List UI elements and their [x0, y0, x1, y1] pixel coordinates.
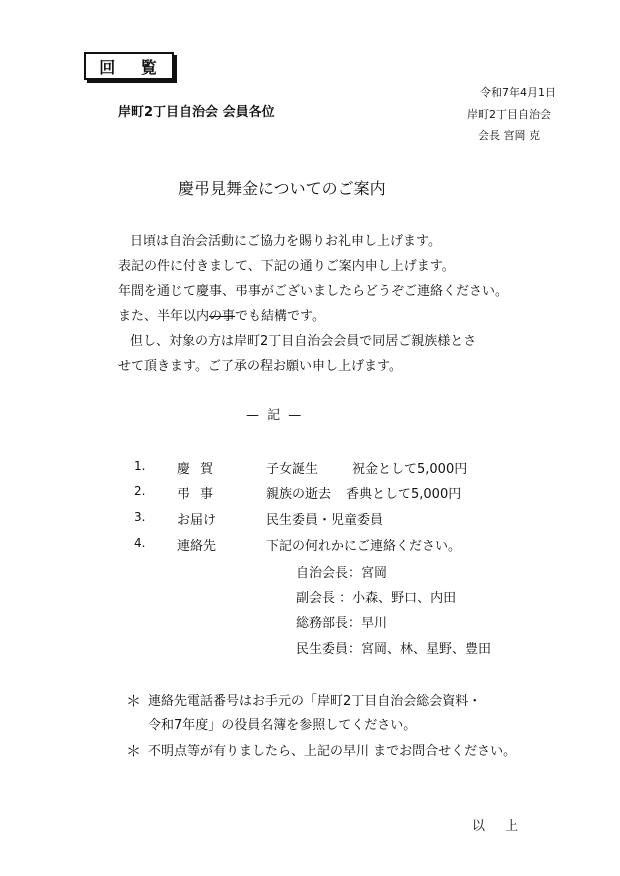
- circulation-stamp: 回 覧: [84, 52, 174, 80]
- item-detail: 民生委員・児童委員: [266, 513, 384, 528]
- ki-heading: — 記 —: [246, 408, 304, 423]
- item-number: 4.: [134, 536, 146, 550]
- issue-date: 令和7年4月1日: [480, 86, 556, 99]
- contact-entry: 総務部長：早川: [296, 616, 388, 631]
- body-paragraph-line: 但し、対象の方は岸町2丁目自治会会員で同居ご親族様とさ: [130, 334, 477, 349]
- body-text: でも結構です。: [235, 309, 325, 324]
- item-number: 3.: [134, 510, 146, 524]
- addressee: 岸町2丁目自治会 会員各位: [118, 105, 275, 120]
- contact-entry: 自治会長：宮岡: [296, 566, 388, 581]
- item-detail: 下記の何れかにご連絡ください。: [266, 539, 462, 554]
- item-number: 1.: [134, 459, 146, 473]
- item-number: 2.: [134, 484, 146, 498]
- item-detail: 子女誕生: [266, 462, 319, 477]
- contact-entry: 副会長 ：小森、野口、内田: [296, 591, 457, 606]
- struck-text: の事: [209, 309, 236, 324]
- item-category: 慶賀: [177, 462, 224, 477]
- body-paragraph-line: 年間を通じて慶事、弔事がございましたらどうぞご連絡ください。: [118, 284, 509, 299]
- body-text: また、半年以内: [118, 309, 210, 324]
- sender-name: 会長 宮岡 克: [478, 129, 540, 142]
- item-amount: 香典として5,000円: [346, 487, 462, 502]
- sender-organization: 岸町2丁目自治会: [467, 108, 551, 121]
- body-paragraph-line: せて頂きます。ご了承の程お願い申し上げます。: [118, 359, 402, 374]
- item-category: 連絡先: [177, 539, 217, 554]
- note-marker: ＊: [126, 692, 142, 710]
- body-paragraph-line: [118, 305, 325, 324]
- item-detail: 親族の逝去: [266, 487, 332, 502]
- note-text: 不明点等が有りましたら、上記の早川 までお問合せください。: [148, 744, 517, 759]
- document-title: 慶弔見舞金についてのご案内: [178, 179, 386, 198]
- item-category: 弔事: [177, 487, 224, 502]
- body-paragraph-line: 日頃は自治会活動にご協力を賜りお礼申し上げます。: [130, 234, 441, 249]
- note-text: 令和7年度」の役員名簿を参照してください。: [148, 718, 417, 733]
- closing-mark: 以 上: [472, 819, 527, 834]
- body-paragraph-line: 表記の件に付きまして、下記の通りご案内申し上げます。: [118, 259, 455, 274]
- note-marker: ＊: [126, 742, 142, 760]
- item-category: お届け: [177, 513, 217, 528]
- item-amount: 祝金として5,000円: [352, 462, 468, 477]
- contact-entry: 民生委員：宮岡、林、星野、豊田: [296, 642, 492, 657]
- note-text: 連絡先電話番号はお手元の「岸町2丁目自治会総会資料・: [148, 694, 482, 709]
